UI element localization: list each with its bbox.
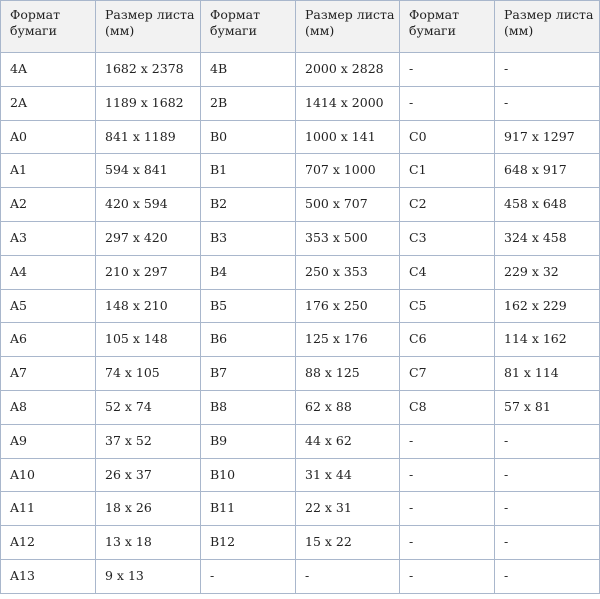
cell-size-a: 26 x 37 — [96, 458, 201, 492]
table-row — [1, 323, 600, 357]
cell-format-c: C2 — [400, 188, 495, 222]
cell-size-b: 15 x 22 — [296, 526, 400, 560]
cell-format-b: - — [201, 559, 296, 593]
cell-format-b: B12 — [201, 526, 296, 560]
cell-size-b: 62 x 88 — [296, 390, 400, 424]
cell-size-a: 594 x 841 — [96, 154, 201, 188]
header-format-b: Формат бумаги — [201, 1, 296, 53]
cell-format-a: A13 — [1, 559, 96, 593]
cell-size-a: 148 x 210 — [96, 289, 201, 323]
cell-size-a: 297 x 420 — [96, 221, 201, 255]
table-row — [1, 492, 600, 526]
cell-format-c: C7 — [400, 357, 495, 391]
cell-size-c: - — [495, 526, 600, 560]
cell-size-b: 44 x 62 — [296, 424, 400, 458]
cell-size-c: 162 x 229 — [495, 289, 600, 323]
cell-size-a: 9 x 13 — [96, 559, 201, 593]
cell-format-c: - — [400, 458, 495, 492]
cell-size-a: 13 x 18 — [96, 526, 201, 560]
cell-size-b: 88 x 125 — [296, 357, 400, 391]
cell-size-a: 105 x 148 — [96, 323, 201, 357]
cell-size-b: 1414 x 2000 — [296, 86, 400, 120]
cell-format-b: B8 — [201, 390, 296, 424]
table-row — [1, 154, 600, 188]
table-row — [1, 53, 600, 87]
cell-size-c: 229 x 32 — [495, 255, 600, 289]
cell-format-b: 2B — [201, 86, 296, 120]
cell-size-a: 420 x 594 — [96, 188, 201, 222]
cell-format-c: - — [400, 492, 495, 526]
table-row — [1, 120, 600, 154]
cell-format-b: B10 — [201, 458, 296, 492]
cell-format-b: B4 — [201, 255, 296, 289]
cell-format-c: C1 — [400, 154, 495, 188]
cell-size-b: 125 x 176 — [296, 323, 400, 357]
cell-size-a: 37 x 52 — [96, 424, 201, 458]
cell-size-c: 324 x 458 — [495, 221, 600, 255]
cell-format-b: B3 — [201, 221, 296, 255]
cell-size-b: 31 x 44 — [296, 458, 400, 492]
table-row — [1, 357, 600, 391]
cell-size-b: - — [296, 559, 400, 593]
cell-size-a: 841 x 1189 — [96, 120, 201, 154]
cell-format-a: A6 — [1, 323, 96, 357]
cell-format-c: - — [400, 424, 495, 458]
cell-format-a: A7 — [1, 357, 96, 391]
cell-size-c: 57 x 81 — [495, 390, 600, 424]
cell-size-a: 210 x 297 — [96, 255, 201, 289]
cell-format-a: 4A — [1, 53, 96, 87]
cell-format-c: - — [400, 559, 495, 593]
table-row — [1, 221, 600, 255]
cell-format-b: B9 — [201, 424, 296, 458]
cell-format-b: B1 — [201, 154, 296, 188]
cell-size-c: 648 x 917 — [495, 154, 600, 188]
cell-size-b: 1000 x 141 — [296, 120, 400, 154]
cell-format-b: B0 — [201, 120, 296, 154]
cell-format-b: B7 — [201, 357, 296, 391]
cell-size-c: - — [495, 86, 600, 120]
cell-size-a: 18 x 26 — [96, 492, 201, 526]
cell-size-b: 22 x 31 — [296, 492, 400, 526]
cell-format-b: B2 — [201, 188, 296, 222]
cell-size-b: 500 x 707 — [296, 188, 400, 222]
cell-format-c: C4 — [400, 255, 495, 289]
cell-size-c: - — [495, 492, 600, 526]
cell-format-a: A11 — [1, 492, 96, 526]
header-format-c: Формат бумаги — [400, 1, 495, 53]
cell-size-c: - — [495, 458, 600, 492]
table-body — [1, 53, 600, 594]
cell-size-b: 2000 x 2828 — [296, 53, 400, 87]
cell-format-a: A10 — [1, 458, 96, 492]
cell-format-c: - — [400, 53, 495, 87]
header-size-b: Размер листа (мм) — [296, 1, 400, 53]
table-row — [1, 289, 600, 323]
cell-format-b: 4B — [201, 53, 296, 87]
table-row — [1, 424, 600, 458]
table-row — [1, 255, 600, 289]
table-row — [1, 458, 600, 492]
cell-format-a: A0 — [1, 120, 96, 154]
cell-format-c: C0 — [400, 120, 495, 154]
cell-size-a: 1189 x 1682 — [96, 86, 201, 120]
cell-size-b: 353 x 500 — [296, 221, 400, 255]
cell-size-b: 250 x 353 — [296, 255, 400, 289]
cell-size-c: - — [495, 53, 600, 87]
cell-size-c: 81 x 114 — [495, 357, 600, 391]
cell-size-c: - — [495, 559, 600, 593]
cell-size-a: 1682 x 2378 — [96, 53, 201, 87]
cell-format-c: - — [400, 86, 495, 120]
table-header-row — [1, 1, 600, 53]
table-row — [1, 390, 600, 424]
cell-format-b: B6 — [201, 323, 296, 357]
cell-format-a: A4 — [1, 255, 96, 289]
cell-format-a: A2 — [1, 188, 96, 222]
cell-format-c: C6 — [400, 323, 495, 357]
cell-format-c: C5 — [400, 289, 495, 323]
header-size-a: Размер листа (мм) — [96, 1, 201, 53]
cell-size-a: 52 x 74 — [96, 390, 201, 424]
cell-format-a: A12 — [1, 526, 96, 560]
cell-format-a: 2A — [1, 86, 96, 120]
cell-format-b: B11 — [201, 492, 296, 526]
header-size-c: Размер листа (мм) — [495, 1, 600, 53]
cell-format-c: C8 — [400, 390, 495, 424]
header-format-a: Формат бумаги — [1, 1, 96, 53]
table-row — [1, 188, 600, 222]
cell-size-a: 74 x 105 — [96, 357, 201, 391]
table-row — [1, 86, 600, 120]
cell-size-c: 458 x 648 — [495, 188, 600, 222]
cell-size-c: 917 x 1297 — [495, 120, 600, 154]
cell-format-a: A5 — [1, 289, 96, 323]
cell-format-a: A3 — [1, 221, 96, 255]
cell-format-a: A1 — [1, 154, 96, 188]
cell-format-a: A9 — [1, 424, 96, 458]
cell-size-b: 707 x 1000 — [296, 154, 400, 188]
cell-format-c: C3 — [400, 221, 495, 255]
cell-size-b: 176 x 250 — [296, 289, 400, 323]
table-row — [1, 559, 600, 593]
cell-format-a: A8 — [1, 390, 96, 424]
cell-format-c: - — [400, 526, 495, 560]
cell-size-c: 114 x 162 — [495, 323, 600, 357]
table-row — [1, 526, 600, 560]
cell-format-b: B5 — [201, 289, 296, 323]
cell-size-c: - — [495, 424, 600, 458]
